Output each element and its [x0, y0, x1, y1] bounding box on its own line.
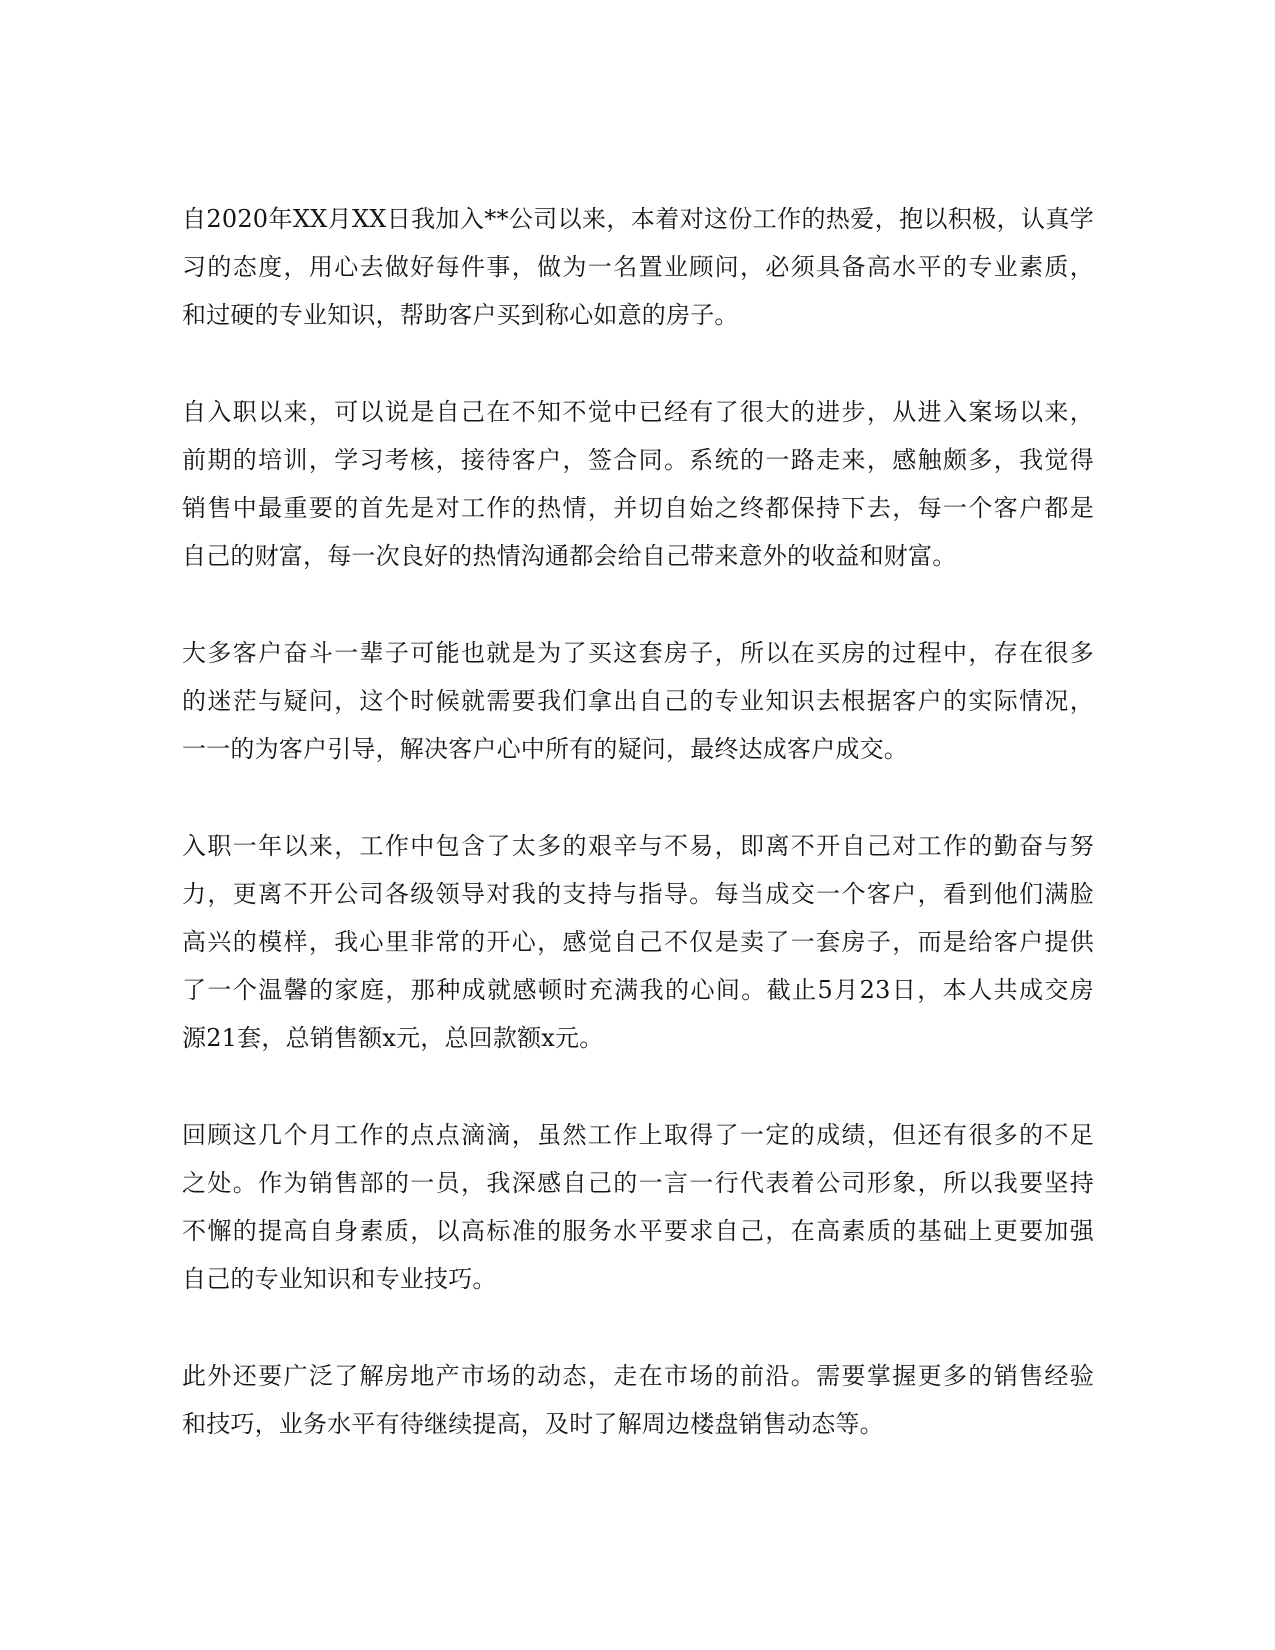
paragraph-line: 习的态度，用心去做好每件事，做为一名置业顾问，必须具备高水平的专业素质，	[182, 253, 1094, 281]
paragraph-3	[182, 629, 1094, 773]
paragraph-line: 和技巧，业务水平有待继续提高，及时了解周边楼盘销售动态等。	[182, 1410, 884, 1438]
paragraph-line: 前期的培训，学习考核，接待客户，签合同。系统的一路走来，感触颇多，我觉得	[182, 446, 1094, 474]
paragraph-line: 之处。作为销售部的一员，我深感自己的一言一行代表着公司形象，所以我要坚持	[182, 1169, 1094, 1197]
paragraph-2	[182, 388, 1094, 580]
paragraph-line: 自入职以来，可以说是自己在不知不觉中已经有了很大的进步，从进入案场以来，	[182, 398, 1094, 426]
paragraph-line: 自己的财富，每一次良好的热情沟通都会给自己带来意外的收益和财富。	[182, 542, 957, 570]
paragraph-4	[182, 822, 1094, 1062]
document-body	[182, 195, 1094, 1497]
paragraph-line: 的迷茫与疑问，这个时候就需要我们拿出自己的专业知识去根据客户的实际情况，	[182, 687, 1094, 715]
paragraph-5	[182, 1111, 1094, 1303]
paragraph-line: 高兴的模样，我心里非常的开心，感觉自己不仅是卖了一套房子，而是给客户提供	[182, 928, 1094, 956]
paragraph-1	[182, 195, 1094, 339]
paragraph-6	[182, 1352, 1094, 1448]
paragraph-line: 力，更离不开公司各级领导对我的支持与指导。每当成交一个客户，看到他们满脸	[182, 880, 1094, 908]
paragraph-line: 自己的专业知识和专业技巧。	[182, 1265, 497, 1293]
paragraph-line: 此外还要广泛了解房地产市场的动态，走在市场的前沿。需要掌握更多的销售经验	[182, 1362, 1094, 1390]
paragraph-line: 不懈的提高自身素质，以高标准的服务水平要求自己，在高素质的基础上更要加强	[182, 1217, 1094, 1245]
paragraph-line: 回顾这几个月工作的点点滴滴，虽然工作上取得了一定的成绩，但还有很多的不足	[182, 1121, 1094, 1149]
paragraph-line: 大多客户奋斗一辈子可能也就是为了买这套房子，所以在买房的过程中，存在很多	[182, 639, 1094, 667]
paragraph-line: 自2020年XX月XX日我加入**公司以来，本着对这份工作的热爱，抱以积极，认真学	[182, 205, 1094, 233]
paragraph-line: 入职一年以来，工作中包含了太多的艰辛与不易，即离不开自己对工作的勤奋与努	[182, 832, 1094, 860]
paragraph-line: 一一的为客户引导，解决客户心中所有的疑问，最终达成客户成交。	[182, 735, 908, 763]
paragraph-line: 和过硬的专业知识，帮助客户买到称心如意的房子。	[182, 301, 739, 329]
paragraph-line: 销售中最重要的首先是对工作的热情，并切自始之终都保持下去，每一个客户都是	[182, 494, 1094, 522]
paragraph-line: 源21套，总销售额x元，总回款额x元。	[182, 1024, 604, 1052]
paragraph-line: 了一个温馨的家庭，那种成就感顿时充满我的心间。截止5月23日，本人共成交房	[182, 976, 1094, 1004]
